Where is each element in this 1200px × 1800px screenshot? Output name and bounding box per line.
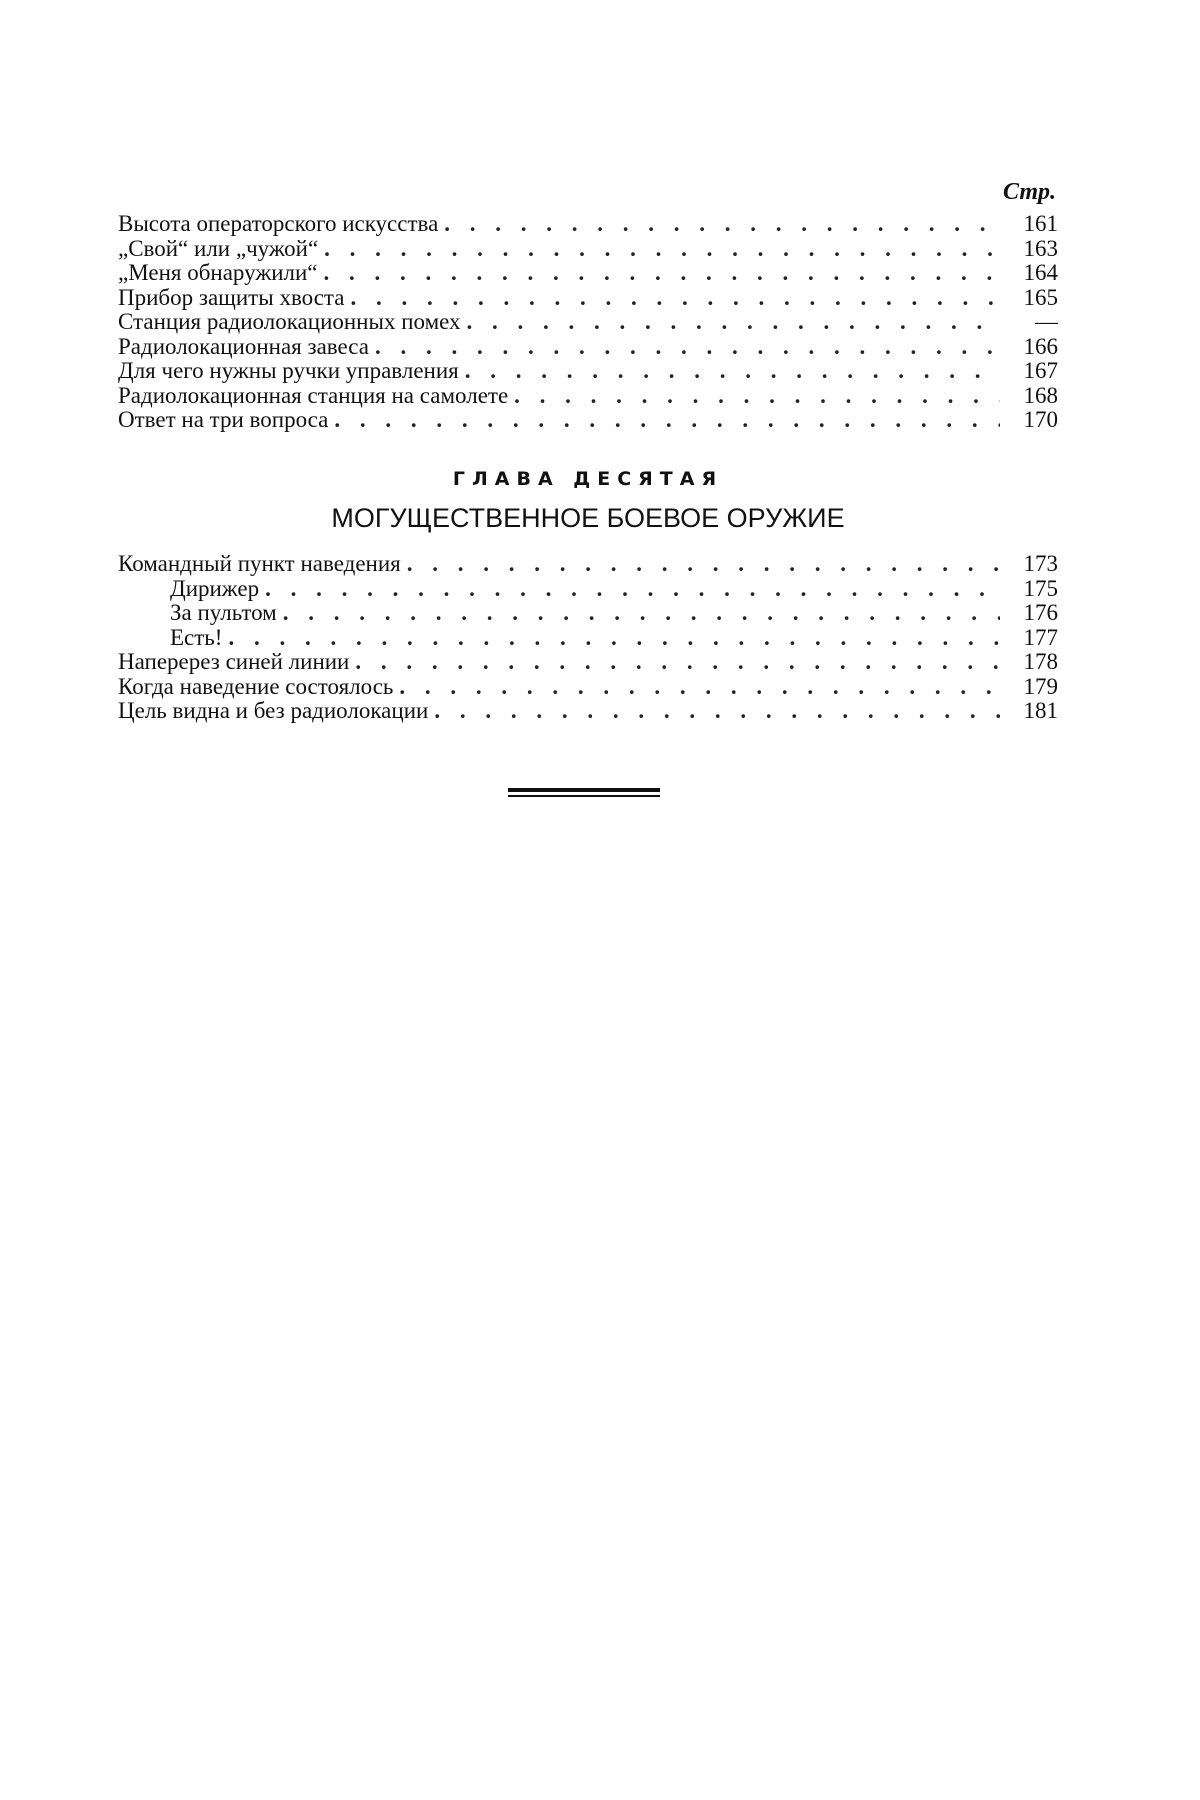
dot-leader bbox=[350, 286, 1000, 311]
toc-entry-page: 179 bbox=[1023, 673, 1058, 699]
toc-entry-page: 168 bbox=[1023, 382, 1058, 408]
toc-entry bbox=[118, 650, 1058, 675]
dot-leader bbox=[283, 601, 1000, 626]
toc-entry bbox=[118, 237, 1058, 262]
toc-entry-page: 177 bbox=[1023, 624, 1058, 650]
toc-entry-title: Есть! bbox=[170, 624, 223, 650]
toc-entry-page: — bbox=[1035, 309, 1058, 334]
toc-entry-title: Радиолокационная завеса bbox=[118, 333, 369, 359]
toc-entry bbox=[118, 261, 1058, 286]
chapter-title: МОГУЩЕСТВЕННОЕ БОЕВОЕ ОРУЖИЕ bbox=[331, 503, 845, 533]
toc-entry-page: 181 bbox=[1023, 698, 1058, 723]
toc-entry-title: Когда наведение состоялось bbox=[118, 673, 394, 699]
rule-thick-line bbox=[508, 788, 660, 792]
toc-entry-page: 166 bbox=[1023, 333, 1058, 359]
toc-entry-title: Ответ на три вопроса bbox=[118, 407, 329, 432]
dot-leader bbox=[399, 675, 1000, 700]
toc-subentry bbox=[118, 601, 1058, 626]
toc-entry-title: Командный пункт наведения bbox=[118, 551, 401, 576]
toc-entry bbox=[118, 675, 1058, 700]
rule-thin-line bbox=[508, 795, 660, 797]
toc-entry-title: Прибор защиты хвоста bbox=[118, 284, 345, 310]
toc-subentry bbox=[118, 626, 1058, 651]
toc-entry-title: Цель видна и без радиолокации bbox=[118, 698, 429, 723]
dot-leader bbox=[514, 384, 1000, 409]
toc-entry bbox=[118, 552, 1058, 577]
toc-entry-title: За пультом bbox=[170, 600, 277, 625]
dot-leader bbox=[444, 212, 1000, 237]
toc-entry-page: 167 bbox=[1023, 358, 1058, 383]
dot-leader bbox=[467, 310, 1000, 335]
toc-entry bbox=[118, 699, 1058, 724]
chapter-number-heading: ГЛАВА ДЕСЯТАЯ bbox=[452, 468, 724, 490]
dot-leader bbox=[355, 650, 1000, 675]
dot-leader bbox=[324, 237, 1000, 262]
toc-entry-title: „Свой“ или „чужой“ bbox=[118, 235, 319, 261]
toc-entry-title: „Меня обнаружили“ bbox=[118, 260, 318, 285]
toc-entry bbox=[118, 286, 1058, 311]
toc-entry-title: Дирижер bbox=[170, 575, 260, 601]
toc-entry-page: 178 bbox=[1023, 649, 1058, 674]
toc-entry-title: Станция радиолокационных помех bbox=[118, 309, 461, 334]
toc-entry-title: Радиолокационная станция на самолете bbox=[118, 382, 509, 408]
toc-entry-page: 164 bbox=[1023, 260, 1058, 285]
toc-entry-page: 163 bbox=[1023, 235, 1058, 261]
dot-leader bbox=[228, 626, 1000, 651]
dot-leader bbox=[434, 699, 1000, 724]
toc-entry-page: 170 bbox=[1023, 407, 1058, 432]
dot-leader bbox=[375, 335, 1000, 360]
page-column-header: Стр. bbox=[1002, 179, 1056, 205]
toc-entry bbox=[118, 310, 1058, 335]
toc-entry bbox=[118, 212, 1058, 237]
toc-entry bbox=[118, 408, 1058, 433]
toc-entry-title: Для чего нужны ручки управления bbox=[118, 358, 459, 383]
dot-leader bbox=[265, 577, 1000, 602]
toc-entry-title: Наперерез синей линии bbox=[118, 649, 350, 674]
dot-leader bbox=[407, 552, 1000, 577]
toc-entry-title: Высота операторского искусства bbox=[118, 211, 439, 236]
toc-entry bbox=[118, 384, 1058, 409]
dot-leader bbox=[324, 261, 1000, 286]
toc-entry-page: 161 bbox=[1023, 211, 1058, 236]
toc-entry bbox=[118, 335, 1058, 360]
toc-entry-page: 165 bbox=[1023, 284, 1058, 310]
dot-leader bbox=[334, 408, 1000, 433]
toc-entry-page: 173 bbox=[1023, 551, 1058, 576]
toc-subentry bbox=[118, 577, 1058, 602]
toc-entry bbox=[118, 359, 1058, 384]
end-ornament-rule bbox=[508, 788, 660, 797]
dot-leader bbox=[465, 359, 1000, 384]
toc-list-chapter-ten bbox=[118, 552, 1058, 724]
toc-entry-page: 176 bbox=[1023, 600, 1058, 625]
toc-entry-page: 175 bbox=[1023, 575, 1058, 601]
toc-list-previous-chapter bbox=[118, 212, 1058, 433]
